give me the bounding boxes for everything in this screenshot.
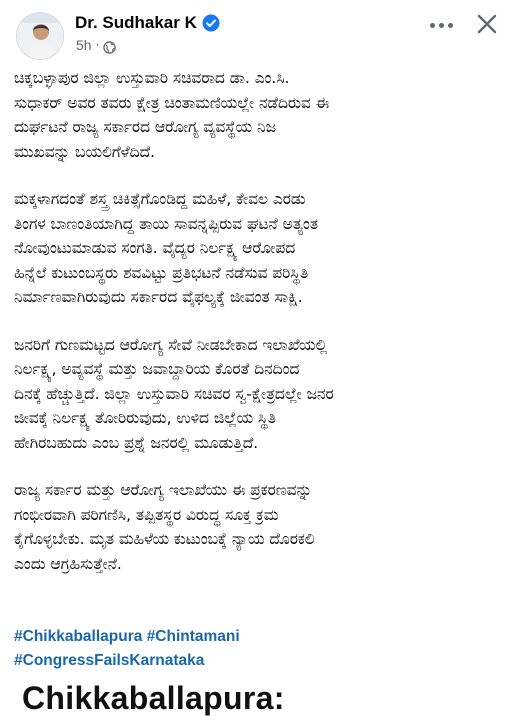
author-name[interactable]: Dr. Sudhakar K	[75, 13, 197, 32]
author-row	[75, 13, 220, 33]
post-paragraph-1: ಚಿಕ್ಕಬಳ್ಳಾಪುರ ಜಿಲ್ಲಾ ಉಸ್ತುವಾರಿ ಸಚಿವರಾದ ಡಾ. ಎಂ.ಸಿ. ಸುಧಾಕರ್ ಅವರ ತವರು ಕ್ಷೇತ್ರ ಚಿಂತಾಮಣಿಯಲ್ಲೇ ನಡೆದಿರುವ ಈ ದುರ್ಘಟನೆ ರಾಜ್ಯ ಸರ್ಕಾರದ ಆರೋಗ್ಯ ವ್ಯವಸ್ಥೆಯ ನಿಜ ಮುಖವನ್ನು ಬಯಲಿಗೆಳೆದಿದೆ.	[14, 69, 330, 161]
meta-separator: ·	[95, 38, 100, 52]
close-icon[interactable]	[472, 8, 502, 40]
hashtag-chintamani[interactable]: #Chintamani	[146, 628, 240, 645]
more-dot	[448, 23, 453, 28]
hashtag-block	[14, 625, 502, 673]
hashtag-chikkaballapura[interactable]: #Chikkaballapura	[14, 628, 143, 645]
post-meta	[76, 37, 116, 53]
hashtag-congress-fails-karnataka[interactable]: #CongressFailsKarnataka	[14, 652, 205, 669]
post-text	[14, 66, 502, 599]
globe-icon[interactable]	[103, 39, 116, 52]
more-dot	[439, 23, 444, 28]
post-header	[0, 0, 512, 62]
more-options-icon[interactable]	[424, 10, 458, 40]
verified-badge-icon	[202, 14, 220, 32]
post-paragraph-3: ಜನರಿಗೆ ಗುಣಮಟ್ಟದ ಆರೋಗ್ಯ ಸೇವೆ ನೀಡಬೇಕಾದ ಇಲಾಖೆಯಲ್ಲಿ ನಿರ್ಲಕ್ಷ್ಯ, ಅವ್ಯವಸ್ಥೆ ಮತ್ತು ಜವಾಬ್ದಾರಿಯ ಕೊರತೆ ದಿನದಿಂದ ದಿನಕ್ಕೆ ಹೆಚ್ಚುತ್ತಿದೆ. ಜಿಲ್ಲಾ ಉಸ್ತುವಾರಿ ಸಚಿವರ ಸ್ವ-ಕ್ಷೇತ್ರದಲ್ಲೇ ಜನರ ಜೀವಕ್ಕೆ ನಿರ್ಲಕ್ಷ್ಯ ತೋರಿರುವುದು, ಉಳಿದ ಜಿಲ್ಲೆಯ ಸ್ಥಿತಿ ಹೇಗಿರಬಹುದು ಎಂಬ ಪ್ರಶ್ನೆ ಜನರಲ್ಲಿ ಮೂಡುತ್ತಿದೆ.	[14, 335, 334, 452]
attached-image-headline: Chikkaballapura:	[22, 680, 285, 716]
more-dot	[430, 23, 435, 28]
post-timestamp[interactable]: 5h	[76, 37, 92, 53]
avatar-image	[17, 13, 64, 60]
post-paragraph-4: ರಾಜ್ಯ ಸರ್ಕಾರ ಮತ್ತು ಆರೋಗ್ಯ ಇಲಾಖೆಯು ಈ ಪ್ರಕರಣವನ್ನು ಗಂಭೀರವಾಗಿ ಪರಿಗಣಿಸಿ, ತಪ್ಪಿತಸ್ಥರ ವಿರುದ್ಧ ಸೂಕ್ತ ಕ್ರಮ ಕೈಗೊಳ್ಳಬೇಕು. ಮೃತ ಮಹಿಳೆಯ ಕುಟುಂಬಕ್ಕೆ ನ್ಯಾಯ ದೊರಕಲಿ ಎಂದು ಆಗ್ರಹಿಸುತ್ತೇನೆ.	[14, 481, 315, 573]
hashtag-line-2	[14, 649, 502, 673]
post-paragraph-2: ಮಕ್ಕಳಾಗದಂತೆ ಶಸ್ತ್ರ ಚಿಕಿತ್ಸೆಗೊಂಡಿದ್ದ ಮಹಿಳೆ, ಕೇವಲ ಎರಡು ತಿಂಗಳ ಬಾಣಂತಿಯಾಗಿದ್ದ ತಾಯಿ ಸಾವನ್ನಪ್ಪಿರುವ ಘಟನೆ ಅತ್ಯಂತ ನೋವುಂಟುಮಾಡುವ ಸಂಗತಿ. ವೈದ್ಯರ ನಿರ್ಲಕ್ಷ್ಯ ಆರೋಪದ ಹಿನ್ನೆಲೆ ಕುಟುಂಬಸ್ಥರು ಶವವಿಟ್ಟು ಪ್ರತಿಭಟನೆ ನಡೆಸುವ ಪರಿಸ್ಥಿತಿ ನಿರ್ಮಾಣವಾಗಿರುವುದು ಸರ್ಕಾರದ ವೈಫಲ್ಯಕ್ಕೆ ಜೀವಂತ ಸಾಕ್ಷಿ.	[14, 190, 319, 306]
author-avatar[interactable]	[16, 12, 64, 60]
hashtag-line-1	[14, 625, 502, 649]
